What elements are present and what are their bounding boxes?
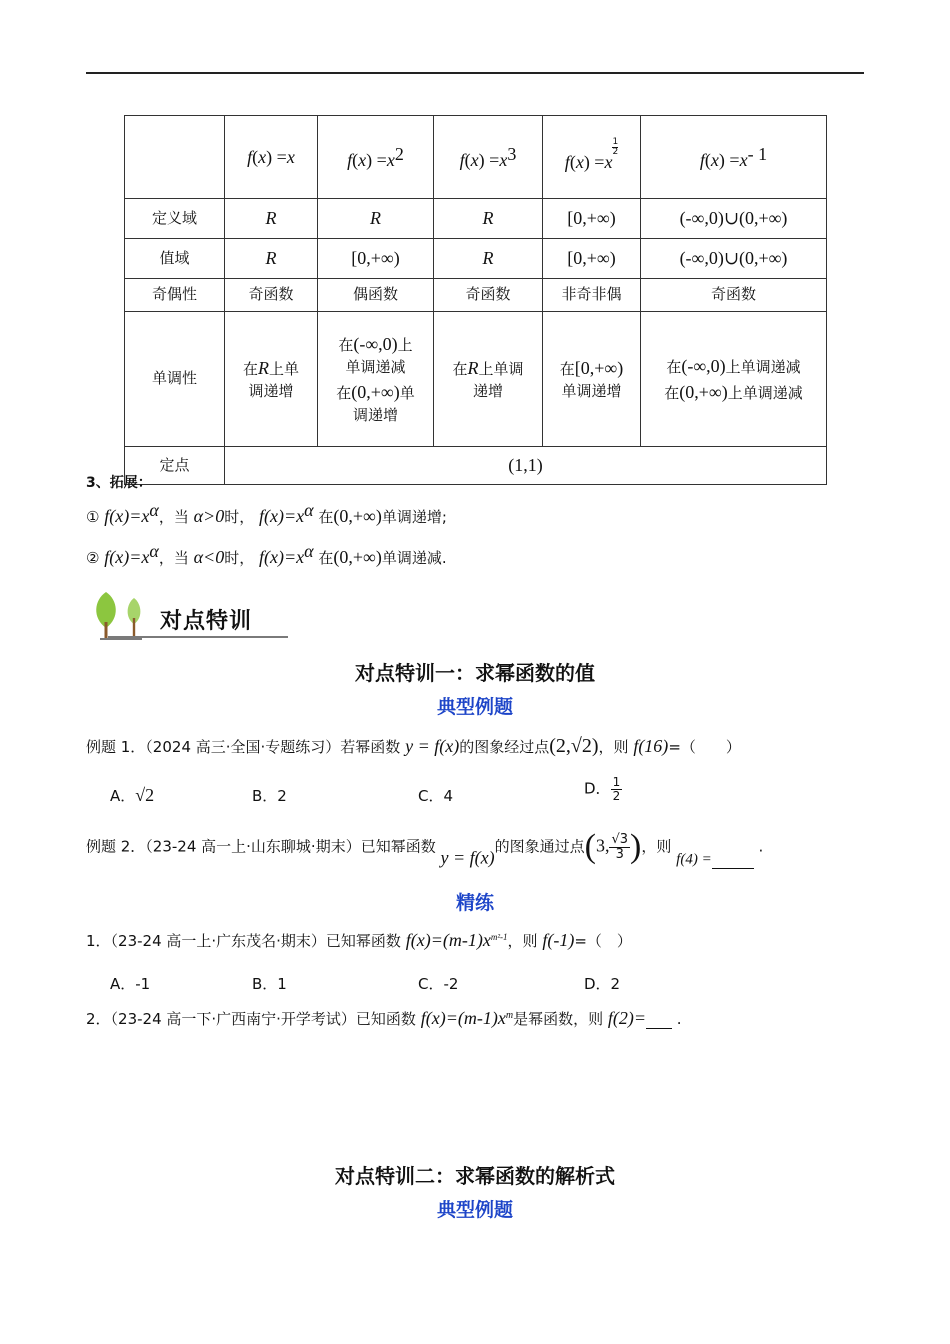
power-function-table [124, 115, 827, 485]
table-header-row [125, 116, 827, 199]
banner-title: 对点特训 [160, 609, 253, 634]
table-cell: [0,+∞) [543, 239, 641, 279]
drill-1-option-a[interactable]: A．-1 [110, 975, 151, 993]
table-cell: 在R上单 调递增 [225, 312, 318, 447]
table-cell: R [318, 199, 434, 239]
table-cell: 奇函数 [225, 279, 318, 312]
table-cell: 在(-∞,0)上单调递减 在(0,+∞)上单调递减 [641, 312, 827, 447]
example-1-option-a[interactable]: A．√2 [110, 785, 155, 805]
example-2: 例题 2．（23-24 高一上·山东聊城·期末）已知幂函数 y = f(x)的图象通过点(3, $\frac{√3}{3}$ )，则 f(4) = . [86, 828, 764, 868]
table-row-monotonicity [125, 312, 827, 447]
table-cell: [0,+∞) [318, 239, 434, 279]
table-cell: 在R上单调 递增 [434, 312, 543, 447]
table-cell: [0,+∞) [543, 199, 641, 239]
table-cell: 非奇非偶 [543, 279, 641, 312]
table-cell: 奇函数 [641, 279, 827, 312]
example-1-option-b[interactable]: B．2 [252, 787, 287, 805]
drill-2: 2．（23-24 高一下·广西南宁·开学考试）已知函数 $f(x)=(m-1)x^m$是幂函数，则 f(2)= . [86, 1008, 682, 1028]
drill-heading: 精练 [455, 892, 494, 914]
header-f-x: f(x) =x [225, 116, 318, 199]
drill-1: 1．（23-24 高一上·广东茂名·期末）已知幂函数 $f(x)=(m-1)x^{m^2-1}$，则 f(-1)=（ ） [86, 930, 632, 950]
section-1-title: 对点特训一：求幂函数的值 [355, 661, 595, 685]
extension-item-1: ① $f(x)=x^\alpha$，当 α>0时， $f(x)=x^\alpha$ 在(0,+∞)单调递增; [86, 500, 447, 526]
drill-1-option-c[interactable]: C．-2 [418, 975, 459, 993]
banner-underline [108, 636, 288, 638]
table-cell: 偶函数 [318, 279, 434, 312]
extension-heading: 3、拓展： [86, 475, 152, 491]
row-label: 定义域 [125, 199, 225, 239]
table-row-parity [125, 279, 827, 312]
extension-item-2: ② $f(x)=x^\alpha$，当 α<0时， $f(x)=x^\alpha$ 在(0,+∞)单调递减. [86, 541, 447, 567]
section-2-examples-heading: 典型例题 [436, 1199, 513, 1221]
drill-1-option-b[interactable]: B．1 [252, 975, 287, 993]
table-cell: 在(-∞,0)上 单调递减 在(0,+∞)单 调递增 [318, 312, 434, 447]
drill-1-option-d[interactable]: D．2 [584, 975, 621, 993]
section-1-examples-heading: 典型例题 [436, 696, 513, 718]
answer-blank[interactable] [712, 868, 754, 869]
table-row-domain [125, 199, 827, 239]
row-label: 奇偶性 [125, 279, 225, 312]
table-cell: 在[0,+∞) 单调递增 [543, 312, 641, 447]
header-f-inverse: $f(x) =x^{- 1}$ [641, 116, 827, 199]
table-cell: R [434, 239, 543, 279]
table-row-range [125, 239, 827, 279]
header-rule [86, 72, 864, 74]
row-label: 值域 [125, 239, 225, 279]
row-label: 定点 [125, 447, 225, 485]
example-1-option-d[interactable]: D． $\frac{1}{2}$ [584, 775, 621, 803]
header-f-x3: $f(x) =x^3$ [434, 116, 543, 199]
table-cell: R [225, 199, 318, 239]
table-cell: (-∞,0)∪(0,+∞) [641, 239, 827, 279]
table-cell: R [225, 239, 318, 279]
table-row-fixed-point [125, 447, 827, 485]
section-2-title: 对点特训二：求幂函数的解析式 [335, 1164, 615, 1188]
table-cell: 奇函数 [434, 279, 543, 312]
table-cell: R [434, 199, 543, 239]
header-f-x2: $f(x) =x^2$ [318, 116, 434, 199]
table-cell: (-∞,0)∪(0,+∞) [641, 199, 827, 239]
example-1: 例题 1．（2024 高三·全国·专题练习）若幂函数 y = f(x)的图象经过点(2,√2)，则 f(16)=（ ） [86, 735, 741, 757]
header-f-sqrt: f(x) =x $^{\frac{1}{2}}$ [543, 116, 641, 199]
example-1-option-c[interactable]: C．4 [418, 787, 454, 805]
corner-cell [125, 116, 225, 199]
answer-blank[interactable] [646, 1028, 672, 1029]
fixed-point-value: (1,1) [225, 447, 827, 485]
row-label: 单调性 [125, 312, 225, 447]
